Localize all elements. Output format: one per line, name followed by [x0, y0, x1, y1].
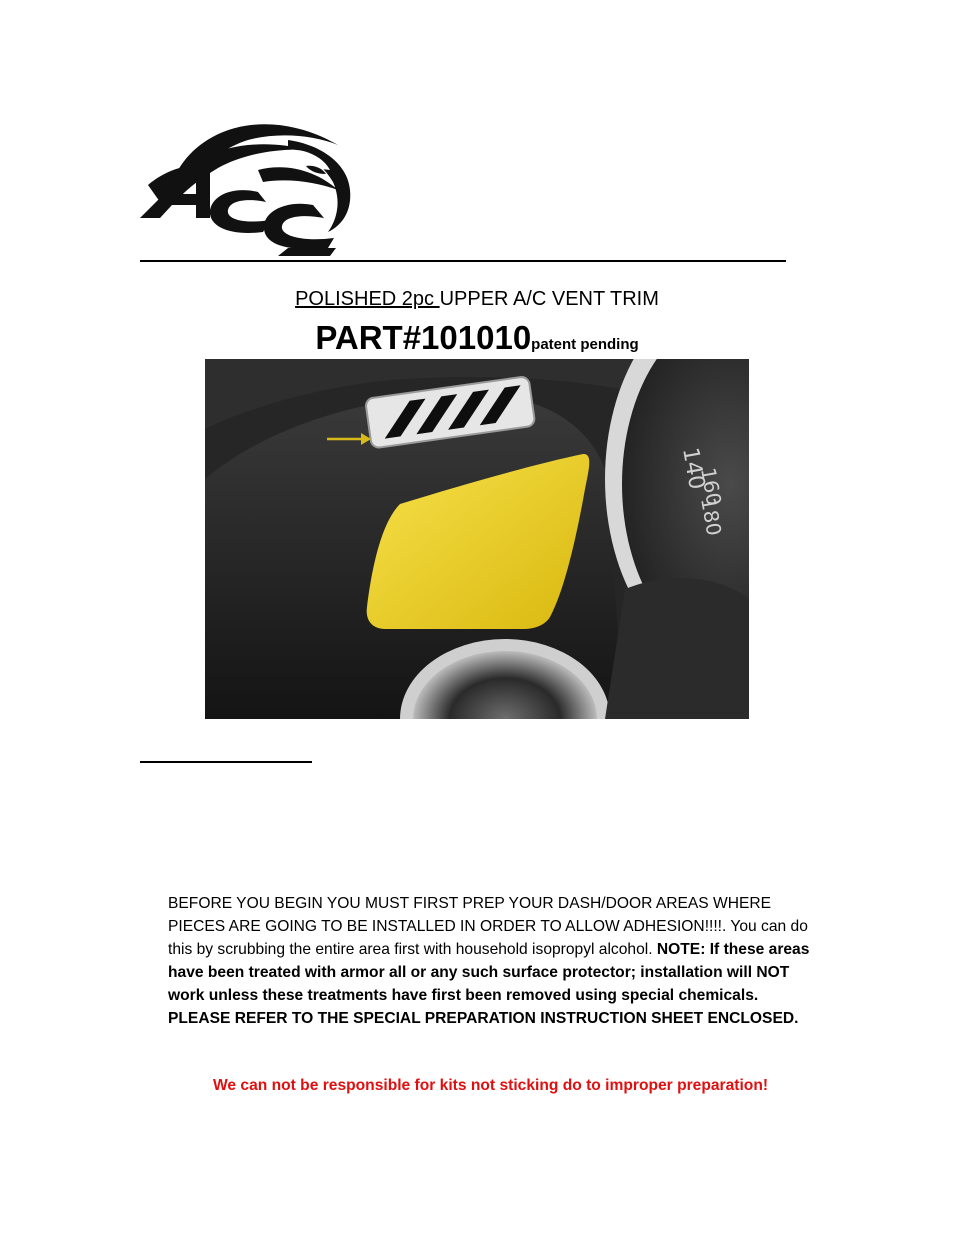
eagle-head-logo-icon	[138, 110, 362, 260]
svg-text:160: 160	[696, 465, 727, 508]
section-divider	[140, 761, 312, 763]
instructions-plain-text: BEFORE YOU BEGIN YOU MUST FIRST PREP YOUR DASH/DOOR AREAS WHERE PIECES ARE GOING TO BE INSTALLED IN ORDER TO ALLOW ADHESION!!!!. You can do this by scrubbing the entire area first with household isopropyl alcohol.	[168, 895, 808, 958]
svg-text:140: 140	[677, 445, 710, 492]
acc-eagle-logo	[138, 110, 362, 260]
header-divider	[140, 260, 786, 262]
part-number: PART#101010	[315, 319, 532, 356]
preparation-instructions	[168, 892, 818, 1030]
instructions-note-text: NOTE: If these areas have been treated with armor all or any such surface protector; installation will NOT work unless these treatments have first been removed using special chemicals. PLEASE REFER TO THE SPECIAL PREPARATION INSTRUCTION SHEET ENCLOSED.	[168, 941, 810, 1027]
patent-pending-label: patent pending	[531, 336, 639, 353]
dashboard-vent-photo-icon	[205, 359, 749, 719]
responsibility-warning: We can not be responsible for kits not sticking do to improper preparation!	[212, 1077, 769, 1094]
dashboard-vent-photo	[205, 359, 749, 719]
title-rest: UPPER A/C VENT TRIM	[439, 288, 659, 310]
svg-text:180: 180	[696, 495, 727, 538]
product-title	[0, 287, 954, 311]
part-number-line	[0, 318, 954, 365]
title-underlined: POLISHED 2pc	[295, 288, 440, 310]
